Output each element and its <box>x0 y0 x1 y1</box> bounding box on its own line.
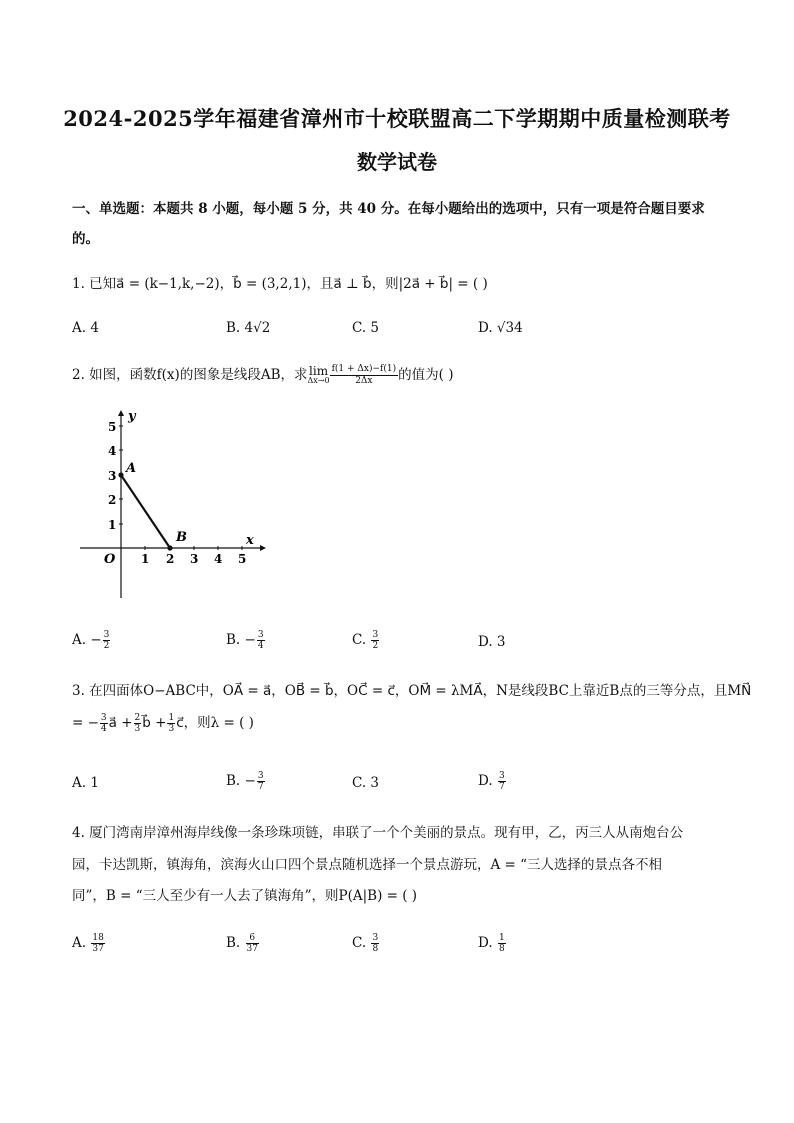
q2-option-b: B. − $\frac{3}{4}$ <box>226 630 264 651</box>
x-tick-4: 4 <box>214 552 223 566</box>
q2-option-a: A. − $\frac{3}{2}$ <box>72 630 110 651</box>
q3-eq-part-d: c⃗，则λ = ( ) <box>176 715 254 731</box>
q1-option-a: A. 4 <box>72 320 99 336</box>
question-4-line3: 同”，B = “三人至少有一人去了镇海角”，则P(A|B) = ( ) <box>72 888 418 904</box>
function-graph <box>80 408 270 598</box>
y-tick-2: 2 <box>108 493 117 507</box>
question-3-line1: 3. 在四面体O−ABC中，OA⃗ = a⃗，OB⃗ = b⃗，OC⃗ = c⃗，OM⃗ = λMA⃗，N是线段BC上靠近B点的三等分点，且MN⃗ <box>72 683 752 699</box>
q4-option-b: B. $\frac{6}{37}$ <box>226 933 258 954</box>
q4-option-d: D. $\frac{1}{8}$ <box>478 933 505 954</box>
q3-eq-part-c: b⃗ + <box>142 715 167 731</box>
exam-subtitle: 数学试卷 <box>357 150 437 174</box>
x-tick-3: 3 <box>190 552 199 566</box>
q4-option-c: C. $\frac{3}{8}$ <box>352 933 379 954</box>
x-tick-2: 2 <box>166 552 175 566</box>
y-axis-label: y <box>128 409 136 424</box>
q2-stem-pre: 2. 如图，函数f(x)的图象是线段AB，求 <box>72 367 308 383</box>
y-tick-4: 4 <box>108 444 117 458</box>
question-3-line2 <box>72 713 254 734</box>
exam-title: 2024-2025学年福建省漳州市十校联盟高二下学期期中质量检测联考 <box>63 106 731 131</box>
limit-operator <box>307 363 330 385</box>
difference-quotient <box>330 364 399 387</box>
q3-fraction-3: $\frac{1}{3}$ <box>168 713 175 734</box>
q3-option-a: A. 1 <box>72 775 99 791</box>
q2-option-c: C. $\frac{3}{2}$ <box>352 630 379 651</box>
point-b <box>167 545 172 550</box>
x-axis-arrow <box>260 545 266 551</box>
q3-eq-part-a: = − <box>72 715 99 731</box>
q3-eq-part-b: a⃗ + <box>108 715 133 731</box>
section-instructions-line1: 一、单选题：本题共 8 小题，每小题 5 分，共 40 分。在每小题给出的选项中，只有一项是符合题目要求 <box>72 201 705 217</box>
graph-svg <box>80 408 270 598</box>
question-2-stem <box>72 364 453 387</box>
point-a-label: A <box>126 461 137 476</box>
x-axis-label: x <box>246 533 254 548</box>
y-tick-3: 3 <box>108 469 117 483</box>
q3-option-c: C. 3 <box>352 775 380 791</box>
quotient-denominator: 2Δx <box>355 376 373 386</box>
x-tick-1: 1 <box>141 552 150 566</box>
q3-fraction-2: $\frac{2}{3}$ <box>134 713 141 734</box>
q3-option-b: B. − $\frac{3}{7}$ <box>226 771 264 792</box>
question-4-line1: 4. 厦门湾南岸漳州海岸线像一条珍珠项链，串联了一个个美丽的景点。现有甲，乙，丙三人从南炮台公 <box>72 825 684 841</box>
point-b-label: B <box>176 530 187 545</box>
q2-option-d: D. 3 <box>478 634 506 650</box>
q3-fraction-1: $\frac{3}{4}$ <box>100 713 107 734</box>
quotient-numerator: f(1 + Δx)−f(1) <box>331 364 397 374</box>
q4-option-a: A. $\frac{18}{37}$ <box>72 933 104 954</box>
question-1-stem: 1. 已知a⃗ = (k−1,k,−2)，b⃗ = (3,2,1)，且a⃗ ⊥ b⃗，则|2a⃗ + b⃗| = ( ) <box>72 276 488 292</box>
y-axis-arrow <box>118 410 124 416</box>
origin-label: O <box>104 552 116 567</box>
q1-option-d: D. √34 <box>478 320 523 336</box>
lim-text: lim <box>309 363 329 378</box>
y-tick-5: 5 <box>108 420 117 434</box>
q2-stem-post: 的值为( ) <box>398 367 454 383</box>
q1-option-c: C. 5 <box>352 320 380 336</box>
q1-option-b: B. 4√2 <box>226 320 271 336</box>
y-tick-1: 1 <box>108 518 117 532</box>
x-tick-5: 5 <box>238 552 247 566</box>
section-instructions-line2: 的。 <box>72 231 99 247</box>
q3-option-d: D. $\frac{3}{7}$ <box>478 771 505 792</box>
lim-subscript: Δx→0 <box>307 375 330 385</box>
segment-ab <box>121 475 170 548</box>
question-4-line2: 园，卡达凯斯，镇海角，滨海火山口四个景点随机选择一个景点游玩，A = “三人选择的景点各不相 <box>72 857 663 873</box>
